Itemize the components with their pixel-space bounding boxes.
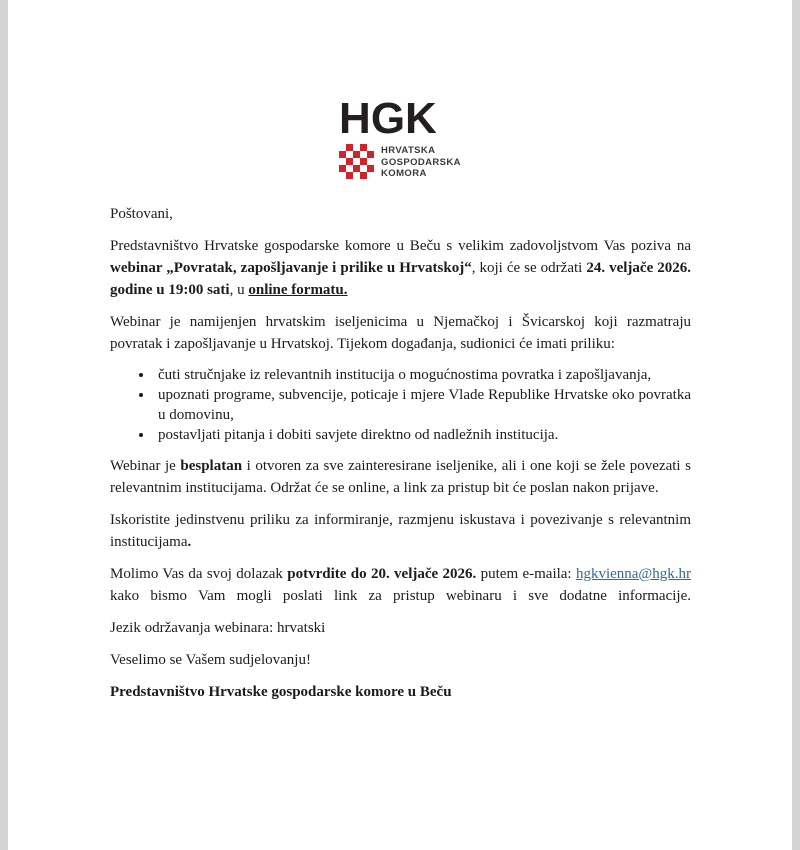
- audience-paragraph: Webinar je namijenjen hrvatskim iseljenicima u Njemačkoj i Švicarskoj koji razmatraju povratak i zapošljavanje u Hrvatskoj. Tijekom događanja, sudionici će imati priliku:: [110, 313, 691, 352]
- viewer-gutter-right: [792, 0, 800, 850]
- email-link[interactable]: hgkvienna@hgk.hr: [575, 565, 691, 582]
- text-run: kako bismo Vam mogli poslati link za pristup webinaru i sve dodatne informacije.: [110, 587, 691, 604]
- webinar-date-text: 24. veljače 2026. godine u 19:00 sati: [110, 259, 691, 298]
- besplatan-text: besplatan: [180, 457, 243, 474]
- list-item: • upoznati programe, subvencije, poticaje i mjere Vlade Republike Hrvatske oko povratka u domovinu,: [154, 385, 691, 425]
- letter-body: [8, 180, 792, 703]
- text-run: Molimo Vas da svoj dolazak: [110, 565, 288, 582]
- benefits-list: [110, 365, 691, 445]
- invitation-paragraph: [110, 235, 691, 301]
- rsvp-paragraph: [110, 563, 691, 607]
- org-name-line-3: KOMORA: [381, 168, 427, 179]
- text-run: Predstavništvo Hrvatske gospodarske komore u Beču s velikim zadovoljstvom Vas poziva na: [110, 237, 691, 254]
- viewer-gutter-left: [0, 0, 8, 850]
- hgk-logo: [339, 94, 461, 180]
- text-run: putem e-maila:: [476, 565, 576, 582]
- letter-page: [8, 0, 792, 850]
- hgk-org-name: [381, 144, 461, 180]
- croatian-checkerboard-icon: [339, 144, 374, 179]
- hgk-logo-acronym: HGK: [339, 94, 437, 143]
- closing-line: Veselimo se Vašem sudjelovanju!: [110, 651, 311, 668]
- org-name-line-2: GOSPODARSKA: [381, 156, 461, 168]
- list-item: • postavljati pitanja i dobiti savjete direktno od nadležnih institucija.: [154, 425, 691, 445]
- language-line: Jezik održavanja webinara: hrvatski: [110, 619, 326, 636]
- free-webinar-paragraph: [110, 455, 691, 499]
- text-run: .: [187, 533, 192, 550]
- text-run: i otvoren za sve zainteresirane iseljenike, ali i one koji se žele povezati s relevantnim institucijama. Održat će se online, a link za pristup bit će poslan nakon prijave.: [110, 457, 691, 496]
- signature-line: Predstavništvo Hrvatske gospodarske komore u Beču: [110, 683, 452, 700]
- online-format-text: online formatu.: [248, 281, 348, 298]
- hgk-logo-mark-row: [339, 144, 461, 180]
- org-name-line-1: HRVATSKA: [381, 145, 436, 156]
- opportunity-paragraph: [110, 509, 691, 553]
- text-run: Iskoristite jedinstvenu priliku za informiranje, razmjenu iskustava i povezivanje s relevantnim institucijama: [110, 511, 691, 550]
- text-run: Webinar je: [110, 457, 181, 474]
- salutation: Poštovani,: [110, 205, 173, 222]
- text-run: , u: [229, 281, 249, 298]
- rsvp-deadline-text: potvrdite do 20. veljače 2026.: [287, 565, 477, 582]
- webinar-title-text: webinar „Povratak, zapošljavanje i prilike u Hrvatskoj“: [110, 259, 472, 276]
- list-item: • čuti stručnjake iz relevantnih institucija o mogućnostima povratka i zapošljavanja,: [154, 365, 691, 385]
- text-run: , koji će se održati: [471, 259, 587, 276]
